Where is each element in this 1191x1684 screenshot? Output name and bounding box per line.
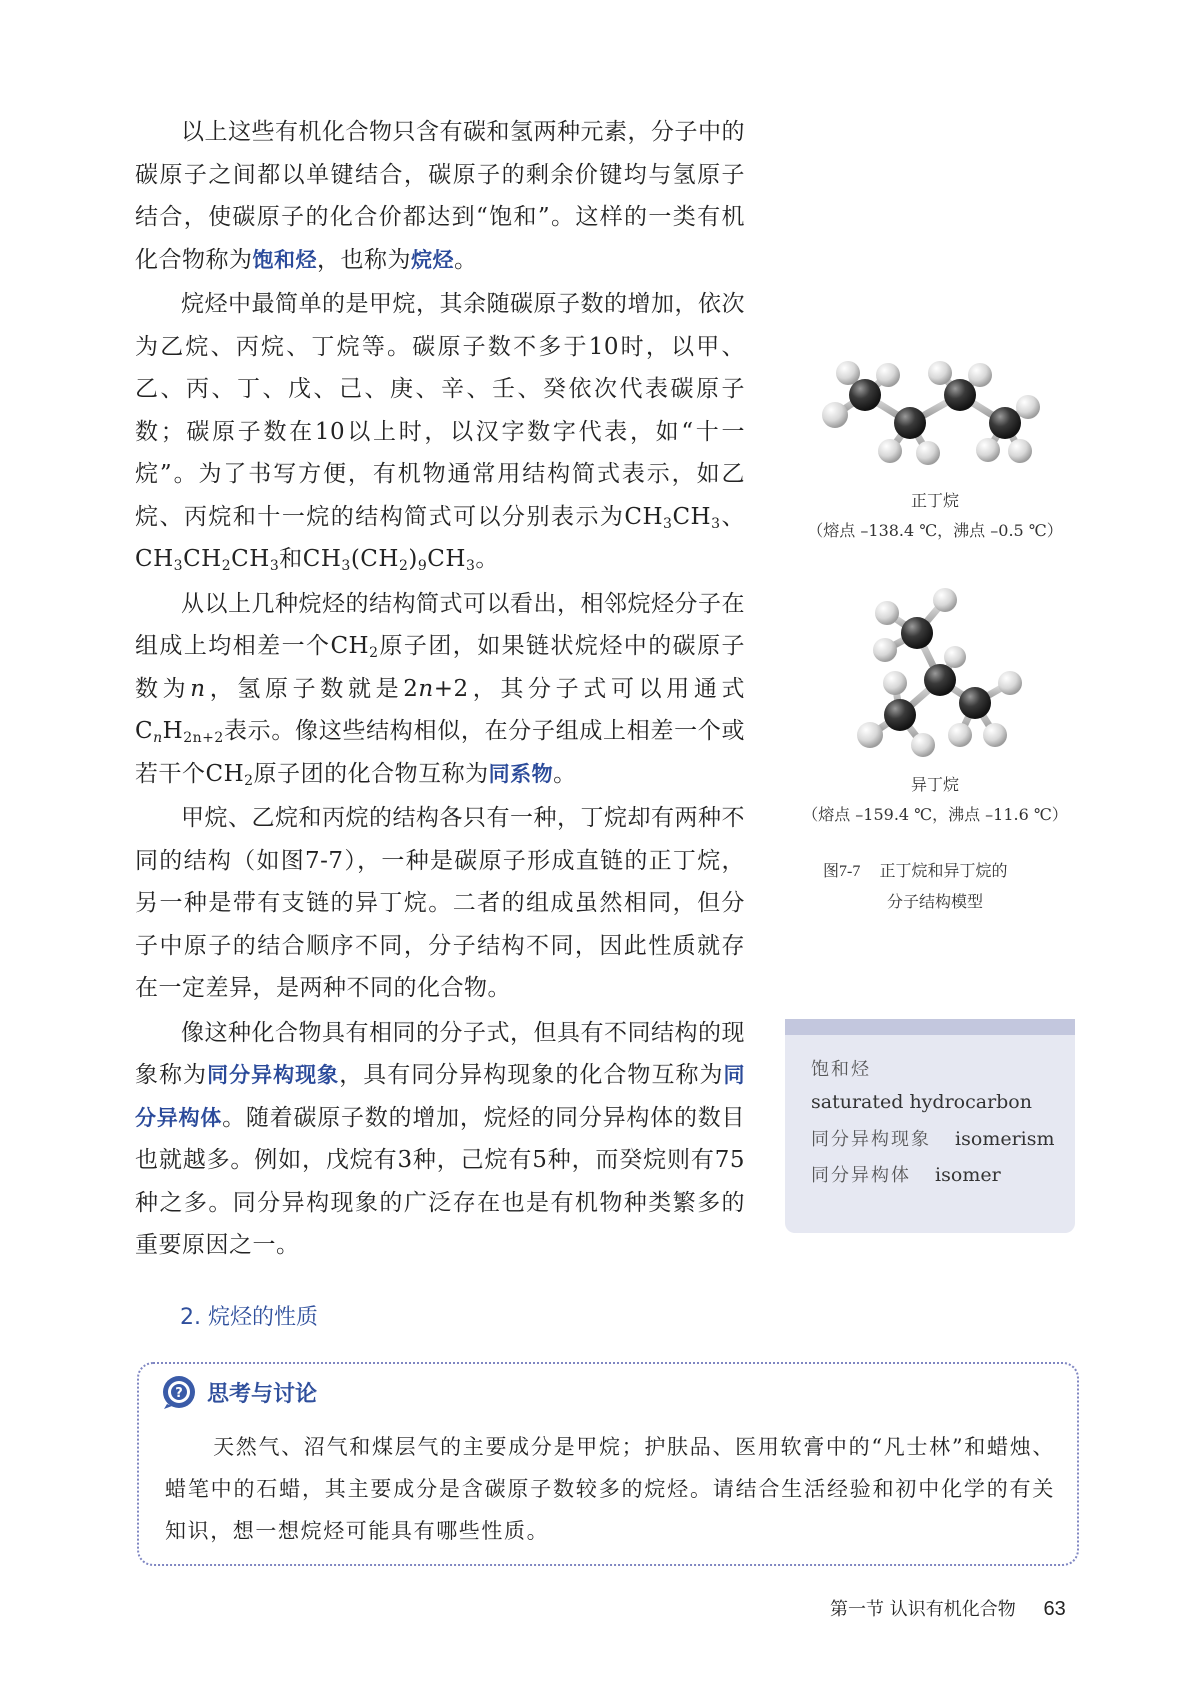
hydrogen-atom	[916, 441, 940, 465]
carbon-atom	[901, 617, 933, 649]
vocab-term-saturated-hydrocarbon: 饱和烃	[811, 1059, 871, 1080]
keyword-isomer: 同分异构体	[135, 1063, 746, 1130]
figure-caption	[823, 856, 1007, 917]
paragraph-alkane-naming: 烷烃中最简单的是甲烷，其余随碳原子数的增加，依次为乙烷、丙烷、丁烷等。碳原子数不多于10时，以甲、乙、丙、丁、戊、己、庚、辛、壬、癸依次代表碳原子数；碳原子数在10以上时，以汉字数字代表，如“十一烷”。为了书写方便，有机物通常用结构简式表示，如乙烷、丙烷和十一烷的结构简式可以分别表示为$CH_3CH_3$、$CH_3CH_2CH_3$和$CH_3(CH_2)_9CH_3$。	[135, 291, 745, 574]
n-butane-name: 正丁烷	[910, 491, 959, 510]
keyword-saturated-hydrocarbon: 饱和烃	[252, 247, 317, 272]
vocab-row-isomerism	[811, 1125, 1055, 1151]
hydrogen-atom	[976, 438, 1000, 462]
vocab-english-saturated-hydrocarbon: saturated hydrocarbon	[811, 1091, 1032, 1113]
paragraph-saturated-hydrocarbon: 以上这些有机化合物只含有碳和氢两种元素，分子中的碳原子之间都以单键结合，碳原子的剩余价键均与氢原子结合，使碳原子的化合价都达到“饱和”。这样的一类有机化合物称为饱和烃，也称为烷烃。	[135, 119, 745, 273]
hydrogen-atom	[1016, 395, 1040, 419]
vocabulary-box	[785, 1019, 1075, 1233]
isobutane-properties: （熔点 –159.4 ℃，沸点 –11.6 ℃）	[802, 805, 1068, 824]
hydrogen-atom	[911, 733, 935, 757]
hydrogen-atom	[836, 361, 860, 385]
hydrogen-atom	[883, 671, 907, 695]
discussion-header	[161, 1374, 317, 1410]
paragraph-homologue: 从以上几种烷烃的结构简式可以看出，相邻烷烃分子在组成上均相差一个$CH_2$原子团，如果链状烷烃中的碳原子数为n，氢原子数就是2n+2，其分子式可以用通式$C_nH_{2n+2}$表示。像这些结构相似，在分子组成上相差一个或若干个$CH_2$原子团的化合物互称为同系物。	[135, 590, 746, 789]
hydrogen-atom	[875, 601, 899, 625]
hydrogen-atom	[822, 402, 848, 428]
vocab-english-isomer: isomer	[935, 1164, 1001, 1186]
main-text	[135, 111, 745, 1269]
keyword-homologue: 同系物	[488, 761, 554, 786]
hydrogen-atom	[933, 588, 957, 612]
keyword-isomerism: 同分异构现象	[207, 1063, 340, 1087]
hydrogen-atom	[983, 723, 1007, 747]
page-number: 63	[1043, 1598, 1066, 1620]
carbon-atom	[989, 407, 1021, 439]
paragraph-isomerism: 像这种化合物具有相同的分子式，但具有不同结构的现象称为同分异构现象，具有同分异构现象的化合物互称为同分异构体。随着碳原子数的增加，烷烃的同分异构体的数目也就越多。例如，戊烷有3种，己烷有5种，而癸烷则有75种之多。同分异构现象的广泛存在也是有机物种类繁多的重要原因之一。	[135, 1019, 746, 1258]
hydrogen-atom	[857, 722, 883, 748]
figure-caption-line2: 分子结构模型	[887, 892, 984, 911]
isobutane-model	[845, 585, 1045, 760]
hydrogen-atom	[968, 363, 992, 387]
vocab-term-isomerism: 同分异构现象	[811, 1129, 931, 1150]
isobutane-caption	[800, 770, 1070, 830]
formula-general: $C_nH_{2n+2}$	[135, 718, 224, 746]
carbon-atom	[944, 379, 976, 411]
isobutane-name: 异丁烷	[910, 775, 959, 794]
carbon-atom	[894, 407, 926, 439]
section-title: 2. 烷烃的性质	[180, 1305, 318, 1330]
formula-propane: $CH_3CH_2CH_3$	[135, 546, 280, 574]
hydrogen-atom	[948, 723, 972, 747]
hydrogen-atom	[876, 363, 900, 387]
vocab-row-isomer	[811, 1161, 1001, 1187]
formula-ethane: $CH_3CH_3$	[624, 503, 721, 532]
page-footer	[830, 1595, 1066, 1621]
paragraph-butane-isomers: 甲烷、乙烷和丙烷的结构各只有一种，丁烷却有两种不同的结构（如图7-7），一种是碳原子形成直链的正丁烷，另一种是带有支链的异丁烷。二者的组成虽然相同，但分子中原子的结合顺序不同，分子结构不同，因此性质就存在一定差异，是两种不同的化合物。	[135, 805, 745, 1001]
vocab-term-isomer: 同分异构体	[811, 1165, 911, 1186]
footer-section: 第一节 认识有机化合物	[830, 1599, 1016, 1620]
discussion-text: 天然气、沼气和煤层气的主要成分是甲烷；护肤品、医用软膏中的“凡士林”和蜡烛、蜡笔中的石蜡，其主要成分是含碳原子数较多的烷烃。请结合生活经验和初中化学的有关知识，想一想烷烃可能具有哪些性质。	[165, 1435, 1055, 1543]
discussion-title: 思考与讨论	[207, 1381, 318, 1407]
formula-undecane: $CH_3(CH_2)_9CH_3$	[302, 546, 476, 574]
n-butane-caption	[800, 486, 1070, 546]
n-butane-model	[810, 355, 1050, 470]
figure-caption-line1: 正丁烷和异丁烷的	[879, 861, 1008, 880]
discussion-box	[137, 1362, 1079, 1566]
hydrogen-atom	[1008, 439, 1032, 463]
keyword-alkane: 烷烃	[411, 247, 454, 272]
carbon-atom	[924, 664, 956, 696]
figure-label: 图7-7	[823, 863, 861, 880]
carbon-atom	[959, 687, 991, 719]
n-butane-properties: （熔点 –138.4 ℃，沸点 –0.5 ℃）	[807, 521, 1063, 540]
hydrogen-atom	[878, 439, 902, 463]
vocab-english-isomerism: isomerism	[955, 1128, 1055, 1150]
carbon-atom	[884, 699, 916, 731]
hydrogen-atom	[873, 638, 897, 662]
hydrogen-atom	[928, 361, 952, 385]
hydrogen-atom	[998, 671, 1022, 695]
question-bubble-icon	[161, 1374, 197, 1410]
carbon-atom	[849, 379, 881, 411]
svg-text:?: ?	[175, 1386, 183, 1401]
hydrogen-atom	[944, 646, 966, 668]
